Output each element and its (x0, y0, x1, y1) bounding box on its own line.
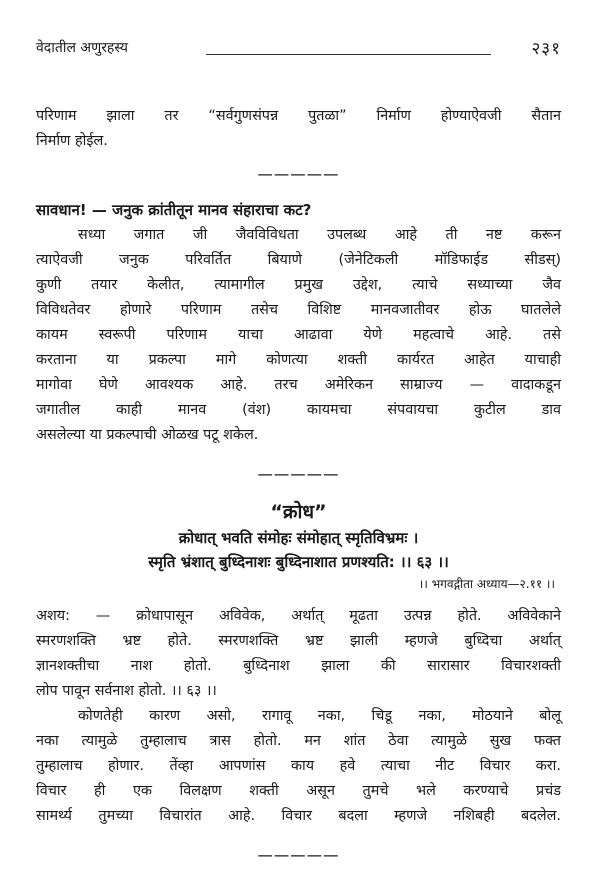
verse-line: क्रोधात् भवति संमोहः संमोहात् स्मृतिविभ्रमः । (178, 529, 419, 547)
paragraph-line: मागोवा घेणे आवश्यक आहे. तरच अमेरिकन साम्राज्य — वादाकडून (36, 377, 561, 393)
section-title: “क्रोध” (270, 501, 327, 523)
advice-line: सामर्थ्य तुमच्या विचारांत आहे. विचार बदला म्हणजे नशिबही बदलेल. (36, 808, 561, 824)
section-divider-ornament: 𑁋𑁋𑁋𑁋𑁋 (257, 166, 340, 185)
paragraph-line: विविधतेवर होणारे परिणाम तसेच विशिष्ट मानवजातीवर होऊ घातलेले (36, 302, 561, 318)
verse-citation: ।। भगवद्गीता अध्याय—२.११ ।। (418, 577, 555, 591)
meaning-line: लोप पावून सर्वनाश होतो. ।। ६३ ।। (36, 683, 217, 699)
meaning-line: ज्ञानशक्तीचा नाश होतो. बुध्दिनाश झाला की सारासार विचारशक्ती (36, 658, 561, 674)
intro-line: निर्माण होईल. (36, 133, 108, 149)
header-rule (206, 54, 491, 55)
advice-line: विचार ही एक विलक्षण शक्ती असून तुमचे भले करण्याचे प्रचंड (36, 783, 561, 799)
paragraph-line: जगातील काही मानव (वंश) कायमचा संपवायचा कुटील डाव (36, 402, 561, 418)
paragraph-line: कायम स्वरूपी परिणाम याचा आढावा येणे महत्वाचे आहे. तसे (36, 327, 561, 343)
advice-line: कोणतेही कारण असो, रागावू नका, चिडू नका, मोठयाने बोलू (78, 708, 561, 724)
page-header (36, 38, 561, 62)
verse-line: स्मृति भ्रंशात् बुध्दिनाशः बुध्दिनाशात प्रणश्यति: ।। ६३ ।। (148, 553, 449, 571)
paragraph-line: सध्या जगात जी जैवविविधता उपलब्ध आहे ती नष्ट करून (78, 227, 561, 243)
meaning-line: स्मरणशक्ति भ्रष्ट होते. स्मरणशक्ति भ्रष्ट झाली म्हणजे बुध्दिचा अर्थात् (36, 633, 561, 649)
paragraph-line: कुणी तयार केलीत, त्यामागील प्रमुख उद्देश, त्याचे सध्याच्या जैव (36, 277, 561, 293)
paragraph-line: करताना या प्रकल्पा मागे कोणत्या शक्ती कार्यरत आहेत याचाही (36, 352, 561, 368)
paragraph-line: त्याऐवजी जनुक परिवर्तित बियाणे (जेनेटिकली मॉडिफाईड सीडस्) (36, 252, 561, 268)
page-body (36, 104, 561, 869)
section-heading: सावधान! — जनुक क्रांतीतून मानव संहाराचा कट? (36, 201, 312, 219)
advice-line: नका त्यामुळे तुम्हालाच त्रास होतो. मन शांत ठेवा त्यामुळे सुख फक्त (36, 733, 561, 749)
meaning-line: अशय: — क्रोधापासून अविवेक, अर्थात् मूढता उत्पन्न होते. अविवेकाने (36, 608, 561, 624)
section-divider-ornament: 𑁋𑁋𑁋𑁋𑁋 (257, 466, 340, 485)
section-divider-ornament: 𑁋𑁋𑁋𑁋𑁋 (257, 847, 340, 866)
paragraph-line: असलेल्या या प्रकल्पाची ओळख पटू शकेल. (36, 427, 259, 443)
running-head: वेदातील अणुरहस्य (36, 40, 128, 56)
page-number: २३१ (531, 39, 561, 59)
intro-line: परिणाम झाला तर “सर्वगुणसंपन्न पुतळा” निर्माण होण्याऐवजी सैतान (36, 108, 561, 124)
advice-line: तुम्हालाच होणार. तेंव्हा आपणांस काय हवे त्याचा नीट विचार करा. (36, 758, 561, 774)
